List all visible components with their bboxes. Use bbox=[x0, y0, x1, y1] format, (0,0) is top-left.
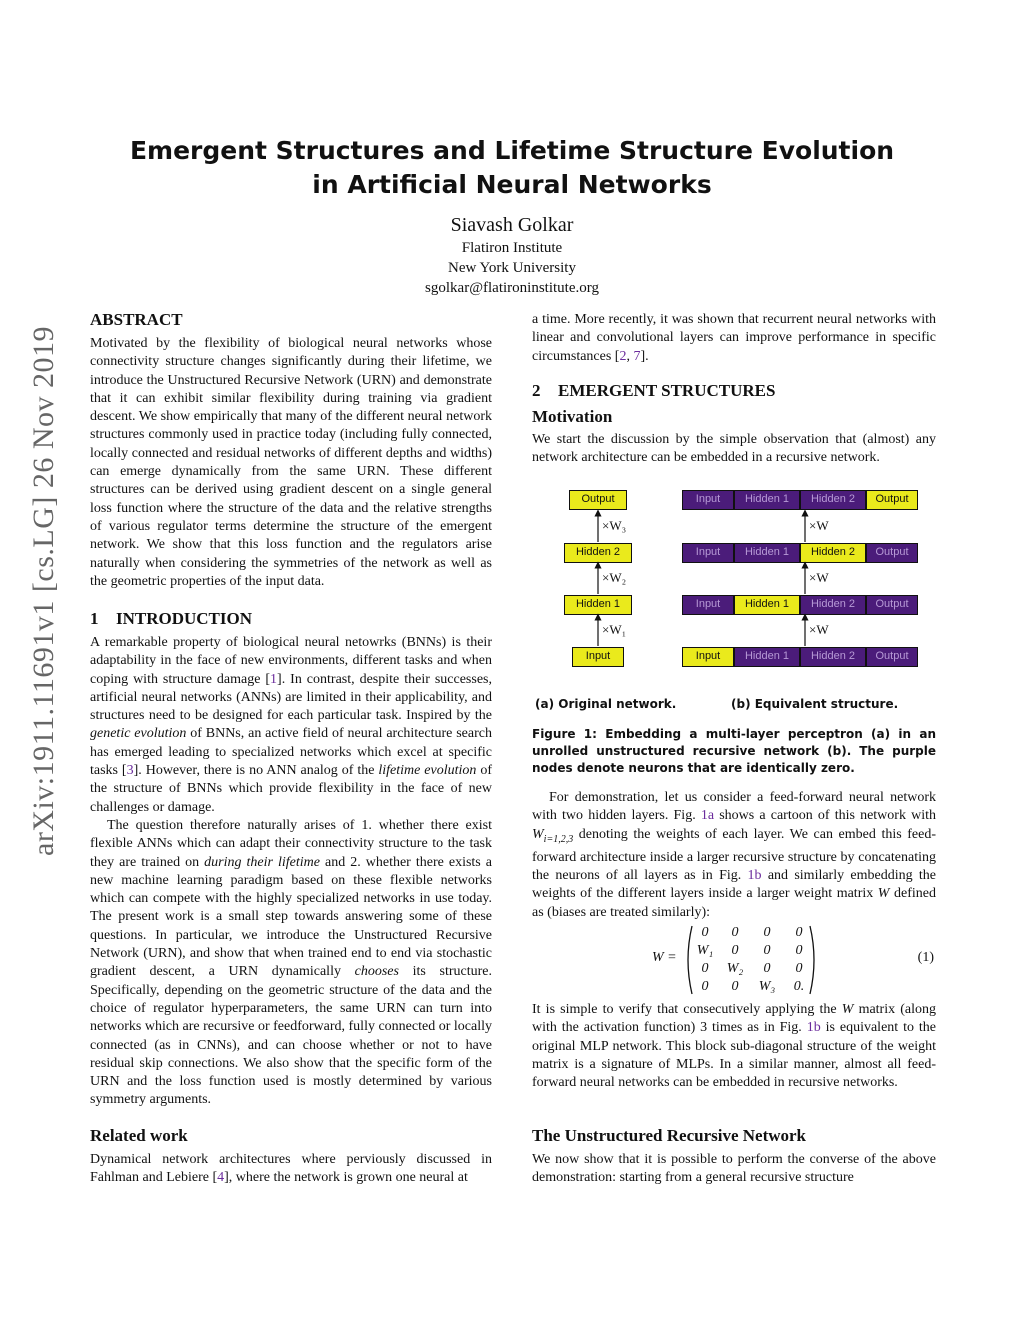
after-eq-text-1: It is simple to verify that consecutively applying the bbox=[532, 1002, 842, 1017]
intro-paragraph-1 bbox=[90, 634, 492, 817]
equiv-node-row2-hidden-2: Hidden 2 bbox=[800, 543, 866, 563]
weight-label-w-1: ×W bbox=[809, 622, 829, 637]
right-arrows bbox=[532, 482, 936, 682]
matrix-cell-r4c4: 0. bbox=[793, 979, 805, 994]
matrix-cell-r3c4: 0 bbox=[795, 961, 803, 976]
matrix-cell-r4c1: 0 bbox=[701, 979, 709, 994]
intro-p2-emphasis-1: during their lifetime bbox=[204, 854, 320, 870]
equiv-node-row4-hidden-2: Hidden 2 bbox=[800, 647, 866, 667]
node-hidden-1: Hidden 1 bbox=[564, 595, 632, 615]
figure-ref-1a[interactable]: 1a bbox=[700, 808, 715, 824]
matrix-cell-r1c4: 0 bbox=[795, 925, 803, 940]
weight-label-w3: ×W₃ bbox=[602, 518, 627, 533]
intro-p1-text-c: of BNNs, an active field of neural architecture search has emerged leading to specialized networks which excel at specific tasks [ bbox=[90, 726, 492, 779]
citation-link[interactable]: 1 bbox=[270, 671, 278, 687]
related-work-text bbox=[90, 1151, 492, 1188]
after-eq-text-2: matrix (along with the activation function) 3 times as in Fig. bbox=[532, 1002, 937, 1036]
paper-title bbox=[0, 134, 1024, 202]
equiv-node-row2-hidden-1: Hidden 1 bbox=[734, 543, 800, 563]
title-line-1: Emergent Structures and Lifetime Structure Evolution bbox=[129, 136, 895, 165]
citation-link[interactable]: 2 bbox=[619, 348, 627, 364]
weight-label-w1: ×W₁ bbox=[602, 622, 627, 637]
math-w: W bbox=[532, 826, 544, 842]
intro-paragraph-2 bbox=[90, 817, 492, 1110]
title-line-2: in Artificial Neural Networks bbox=[312, 170, 712, 199]
author-name: Siavash Golkar bbox=[450, 214, 574, 236]
affiliation-2: New York University bbox=[448, 260, 576, 276]
after-eq-text bbox=[532, 1001, 936, 1092]
intro-p1-text-d: ]. However, there is no ANN analog of the bbox=[133, 763, 379, 779]
matrix-cell-r4c3: W₃ bbox=[758, 979, 776, 994]
figure-ref-1b[interactable]: 1b bbox=[806, 1020, 821, 1036]
section-2-title: EMERGENT STRUCTURES bbox=[558, 381, 776, 400]
intro-p1-text-e: of the structure of BNNs which provide flexibility in the face of new challenges or damage. bbox=[90, 763, 492, 815]
figure-caption-text: Embedding a multi-layer perceptron (a) in an unrolled unstructured recursive network (b). The purple nodes denote neurons that are identically zero. bbox=[532, 727, 937, 775]
equiv-node-row4-output: Output bbox=[866, 647, 918, 667]
demo-text-4: and similarly embedding the weights of the different layers inside a larger weight matrix bbox=[532, 867, 936, 902]
equation-number: (1) bbox=[917, 950, 934, 965]
equiv-node-row1-output: Output bbox=[866, 490, 918, 510]
figure-1-caption bbox=[532, 726, 936, 777]
intro-p1-emphasis-2: lifetime evolution bbox=[378, 763, 477, 779]
node-hidden-2: Hidden 2 bbox=[564, 543, 632, 563]
intro-heading bbox=[90, 608, 492, 630]
abstract-text: Motivated by the flexibility of biological neural networks whose connectivity structure changes significantly during their lifetime, we introduce the Unstructured Recursive Network (URN) and demonstrate that it can exhibit similar flexibility during training via gradient descent. We show empirically that many of the different neural network structures commonly used in practice today (including fully connected, locally connected and residual networks of different depths and widths) can emerge dynamically from the same URN. These different structures can be derived using gradient descent on a single general loss function where the structure of the data and the relative strengths of various regulator terms determine the structure of the emergent network. We show that this loss function and the regulators arise naturally when considering the symmetries of the network as well as the geometric properties of the input data. bbox=[90, 336, 492, 589]
section-2 bbox=[532, 380, 936, 468]
abstract-heading: ABSTRACT bbox=[90, 310, 183, 329]
affiliation-1: Flatiron Institute bbox=[461, 240, 563, 256]
motivation-text: We start the discussion by the simple observation that (almost) any network architecture can be embedded in a recursive network. bbox=[532, 432, 936, 466]
matrix-cell-r2c2: 0 bbox=[731, 943, 739, 958]
equiv-node-row3-hidden-1: Hidden 1 bbox=[734, 595, 800, 615]
figure-caption-label: Figure 1: bbox=[532, 727, 597, 741]
intro-p2-emphasis-2: chooses bbox=[354, 964, 399, 980]
related-cont-text-b: ]. bbox=[640, 348, 649, 364]
urn-section bbox=[532, 1125, 936, 1188]
equiv-node-row3-hidden-2: Hidden 2 bbox=[800, 595, 866, 615]
demo-text-5: defined as (biases are treated similarly): bbox=[532, 886, 936, 920]
subcaption-a: (a) Original network. bbox=[535, 697, 677, 711]
intro-p2-text-a: The question therefore naturally arises of 1. whether there exist flexible ANNs which can adapt their connectivity structure to the task they are trained on bbox=[90, 817, 492, 870]
subcaption-b: (b) Equivalent structure. bbox=[731, 697, 899, 711]
equiv-node-row3-input: Input bbox=[682, 595, 734, 615]
intro-number: 1 bbox=[90, 609, 99, 628]
intro-p2-text-c: its structure. Specifically, depending on the geometric structure of the data and the choice of regulator hyperparameters, the same URN can turn into networks which are recursive or feedforward, fully connected or locally connected (as in CNNs), and can choose whether or not to have residual skip connections. We also show that the specific form of the URN and the loss function used is mostly determined by various symmetry arguments. bbox=[90, 964, 492, 1108]
math-w-subscript: i=1,2,3 bbox=[543, 833, 574, 845]
matrix-cell-r1c3: 0 bbox=[763, 925, 771, 940]
urn-heading: The Unstructured Recursive Network bbox=[532, 1126, 807, 1145]
related-work-heading: Related work bbox=[90, 1126, 188, 1145]
weight-label-w-3: ×W bbox=[809, 518, 829, 533]
equiv-node-row1-hidden-2: Hidden 2 bbox=[800, 490, 866, 510]
related-text-a: Dynamical network architectures where perviously discussed in Fahlman and Lebiere [ bbox=[90, 1152, 492, 1186]
node-output: Output bbox=[569, 490, 627, 510]
math-w: W bbox=[841, 1002, 854, 1017]
equiv-node-row4-hidden-1: Hidden 1 bbox=[734, 647, 800, 667]
equiv-node-row2-input: Input bbox=[682, 543, 734, 563]
citation-link[interactable]: 3 bbox=[126, 763, 134, 779]
equiv-node-row1-input: Input bbox=[682, 490, 734, 510]
equiv-node-row2-output: Output bbox=[866, 543, 918, 563]
figure-ref-1b[interactable]: 1b bbox=[747, 867, 762, 883]
related-work-continued bbox=[532, 311, 936, 366]
demo-text-2: shows a cartoon of this network with bbox=[714, 808, 936, 824]
related-text-b: ], where the network is grown one neural at bbox=[224, 1170, 468, 1186]
matrix-cell-r2c1: W₁ bbox=[696, 943, 714, 958]
arxiv-stamp: arXiv:1911.11691v1 [cs.LG] 26 Nov 2019 bbox=[27, 325, 60, 856]
author-email: sgolkar@flatironinstitute.org bbox=[425, 280, 599, 296]
intro-p1-emphasis-1: genetic evolution bbox=[90, 726, 187, 742]
intro-title: INTRODUCTION bbox=[116, 609, 253, 628]
related-work-section bbox=[90, 1125, 492, 1188]
equiv-node-row4-input: Input bbox=[682, 647, 734, 667]
matrix-cell-r3c3: 0 bbox=[763, 961, 771, 976]
matrix-cell-r3c1: 0 bbox=[701, 961, 709, 976]
matrix-cell-r1c2: 0 bbox=[731, 925, 739, 940]
equiv-node-row3-output: Output bbox=[866, 595, 918, 615]
node-input: Input bbox=[572, 647, 624, 667]
citation-link[interactable]: 4 bbox=[217, 1170, 225, 1186]
weight-label-w-2: ×W bbox=[809, 570, 829, 585]
intro-p1-text-b: ]. In contrast, despite their successes, artificial neural networks (ANNs) are limited in their applicability, and structures need to be designed for each particular task. Inspired by the bbox=[90, 671, 492, 724]
introduction-section bbox=[90, 608, 492, 1110]
citation-link[interactable]: 7 bbox=[633, 348, 641, 364]
urn-text: We now show that it is possible to perform the converse of the above demonstration: starting from a general recursive structure bbox=[532, 1152, 936, 1186]
intro-p2-text-b: and 2. whether there exists a new machine learning paradigm based on these flexible networks which can compete with the highly specialized networks in use today. The present work is a small step towards answering some of these questions. In particular, we introduce the Unstructured Recursive Network (URN), and show that when trained end to end via stochastic gradient descent, a URN dynamically bbox=[90, 854, 492, 980]
weight-label-w2: ×W₂ bbox=[602, 570, 627, 585]
matrix-cell-r3c2: W₂ bbox=[726, 961, 744, 976]
after-eq-text-3: is equivalent to the original MLP network. This block sub-diagonal structure of the weight matrix is a signature of MLPs. In a similar manner, almost all feed-forward neural networks can be embedded in recursive networks. bbox=[532, 1020, 936, 1091]
matrix-cell-r1c1: 0 bbox=[701, 925, 709, 940]
section-2-number: 2 bbox=[532, 381, 541, 400]
citation-separator: , bbox=[626, 348, 634, 364]
matrix-cell-r4c2: 0 bbox=[731, 979, 739, 994]
author-block bbox=[0, 212, 1024, 298]
equiv-node-row1-hidden-1: Hidden 1 bbox=[734, 490, 800, 510]
after-equation-paragraph bbox=[532, 1001, 936, 1092]
abstract-section bbox=[90, 309, 492, 591]
related-cont-text-a: a time. More recently, it was shown that recurrent neural networks with linear and convolutional layers can improve performance in specific circumstances [ bbox=[532, 312, 936, 364]
intro-p1-text-a: A remarkable property of biological neural netowrks (BNNs) is their adaptability in the face of new environments, different tasks and when coping with structure damage [ bbox=[90, 635, 492, 687]
equation-1 bbox=[532, 922, 936, 996]
demo-text bbox=[532, 789, 936, 922]
demo-text-1: For demonstration, let us consider a feed-forward neural network with two hidden layers. Fig. bbox=[532, 790, 936, 824]
related-continued-text bbox=[532, 311, 936, 366]
section-2-heading bbox=[532, 380, 936, 402]
math-w: W bbox=[877, 886, 890, 902]
matrix-cell-r2c4: 0 bbox=[795, 943, 803, 958]
matrix-cell-r2c3: 0 bbox=[763, 943, 771, 958]
demo-text-3: denoting the weights of each layer. We can embed this feed-forward architecture inside a larger recursive structure by concatenating the neurons of all layers as in Fig. bbox=[532, 826, 936, 883]
motivation-heading: Motivation bbox=[532, 407, 613, 426]
equation-lhs: W = bbox=[652, 950, 677, 965]
demonstration-paragraph bbox=[532, 789, 936, 922]
